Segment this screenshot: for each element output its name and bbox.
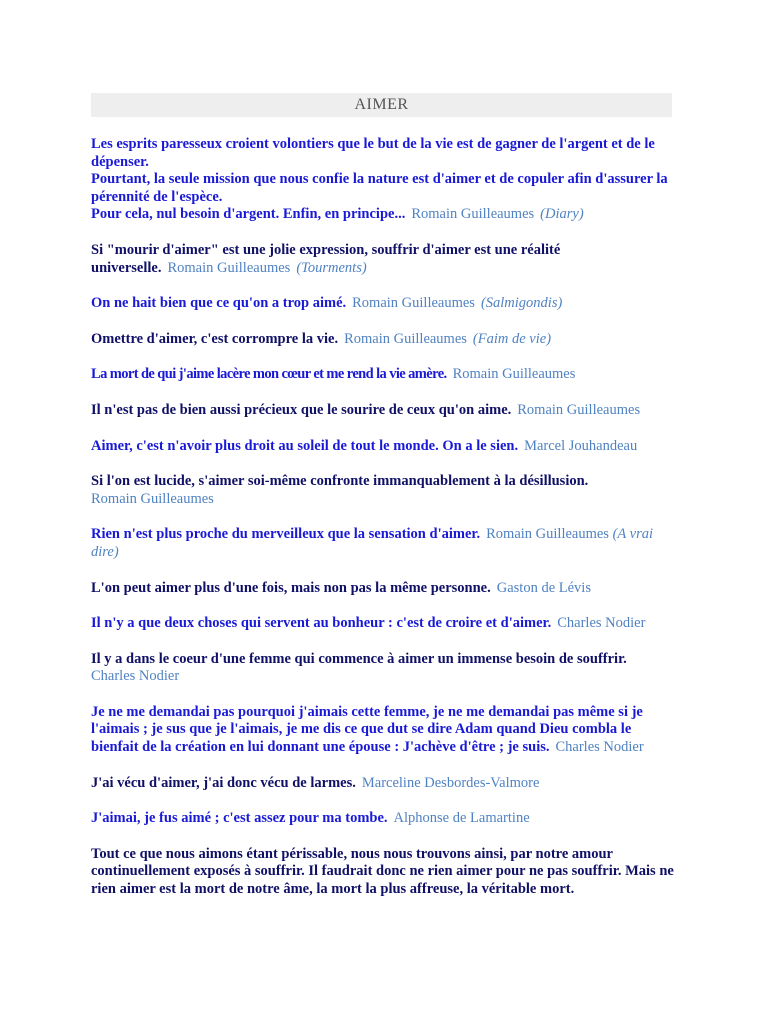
quote-work: (A vrai dire): [91, 526, 653, 560]
quote-author: Romain Guilleaumes: [411, 206, 535, 223]
quote-author: Marceline Desbordes-Valmore: [361, 774, 540, 791]
quote-list: [91, 136, 675, 917]
quote-item: [91, 615, 675, 633]
quote-text: Les esprits paresseux croient volontiers que le but de la vie est de gagner de l'argent et de le dépenser. Pourtant, la seule mission que nous confie la nature est d'aimer et de copuler afin d'assurer la pérennité de l'espèce. Pour cela, nul besoin d'argent. Enfin, en principe...: [91, 136, 668, 223]
quote-item: [91, 810, 675, 828]
quote-author: Charles Nodier: [91, 668, 180, 685]
quote-item: [91, 704, 675, 757]
quote-text: Il n'est pas de bien aussi précieux que le sourire de ceux qu'on aime.: [91, 401, 512, 418]
quote-author: Marcel Jouhandeau: [524, 437, 638, 454]
quote-text: Il n'y a que deux choses qui servent au bonheur : c'est de croire et d'aimer.: [91, 615, 552, 632]
quote-text: On ne hait bien que ce qu'on a trop aimé.: [91, 295, 347, 312]
quote-text: Il y a dans le coeur d'une femme qui commence à aimer un immense besoin de souffrir.: [91, 650, 627, 667]
quote-text: Rien n'est plus proche du merveilleux que la sensation d'aimer.: [91, 526, 481, 543]
quote-item: [91, 526, 675, 561]
quote-text: J'aimai, je fus aimé ; c'est assez pour ma tombe.: [91, 810, 388, 827]
quote-text: J'ai vécu d'aimer, j'ai donc vécu de larmes.: [91, 774, 356, 791]
page-title: AIMER: [91, 93, 672, 117]
quote-author: Romain Guilleaumes: [486, 526, 609, 543]
quote-item: [91, 775, 675, 793]
quote-work: (Salmigondis): [480, 295, 563, 312]
quote-text: Si l'on est lucide, s'aimer soi-même confronte immanquablement à la désillusion.: [91, 473, 589, 490]
quote-author: Romain Guilleaumes: [344, 330, 467, 347]
quote-text: Si "mourir d'aimer" est une jolie expression, souffrir d'aimer est une réalité universelle.: [91, 241, 561, 276]
quote-text: Tout ce que nous aimons étant périssable, nous nous trouvons ainsi, par notre amour continuellement exposés à souffrir. Il faudrait donc ne rien aimer pour ne pas souffrir. Mais ne rien aimer est la mort de notre âme, la mort la plus affreuse, la véritable mort.: [91, 845, 674, 898]
quote-work: (Diary): [540, 206, 584, 223]
quote-item: [91, 846, 675, 899]
quote-item: [91, 580, 675, 598]
quote-text: Je ne me demandai pas pourquoi j'aimais cette femme, je ne me demandai pas même si je l'aimais ; je sus que je l'aimais, je me dis ce que dut se dire Adam quand Dieu combla le bienfait de la création en lui donnant une épouse : J'achève d'être ; je suis.: [91, 703, 643, 756]
quote-author: Charles Nodier: [555, 739, 644, 756]
quote-text: Omettre d'aimer, c'est corrompre la vie.: [91, 330, 339, 347]
quote-item: [91, 295, 675, 313]
quote-item: [91, 242, 675, 277]
quote-author: Alphonse de Lamartine: [393, 810, 530, 827]
quote-author: Romain Guilleaumes: [91, 490, 214, 507]
quote-author: Charles Nodier: [557, 615, 646, 632]
quote-author: Gaston de Lévis: [496, 579, 591, 596]
quote-item: [91, 402, 675, 420]
quote-author: Romain Guilleaumes: [352, 295, 475, 312]
quote-item: [91, 136, 675, 224]
quote-item: [91, 473, 675, 508]
quote-work: (Faim de vie): [472, 330, 552, 347]
quote-author: Romain Guilleaumes: [517, 401, 641, 418]
quote-item: [91, 651, 675, 686]
quote-author: Romain Guilleaumes: [167, 259, 291, 276]
quote-work: (Tourments): [296, 259, 367, 276]
quote-item: [91, 331, 675, 349]
quote-author: Romain Guilleaumes: [452, 366, 576, 383]
quote-text: La mort de qui j'aime lacère mon cœur et me rend la vie amère.: [91, 366, 447, 383]
quote-item: [91, 366, 675, 384]
quote-item: [91, 438, 675, 456]
quote-text: Aimer, c'est n'avoir plus droit au soleil de tout le monde. On a le sien.: [91, 437, 519, 454]
quote-text: L'on peut aimer plus d'une fois, mais non pas la même personne.: [91, 579, 491, 596]
